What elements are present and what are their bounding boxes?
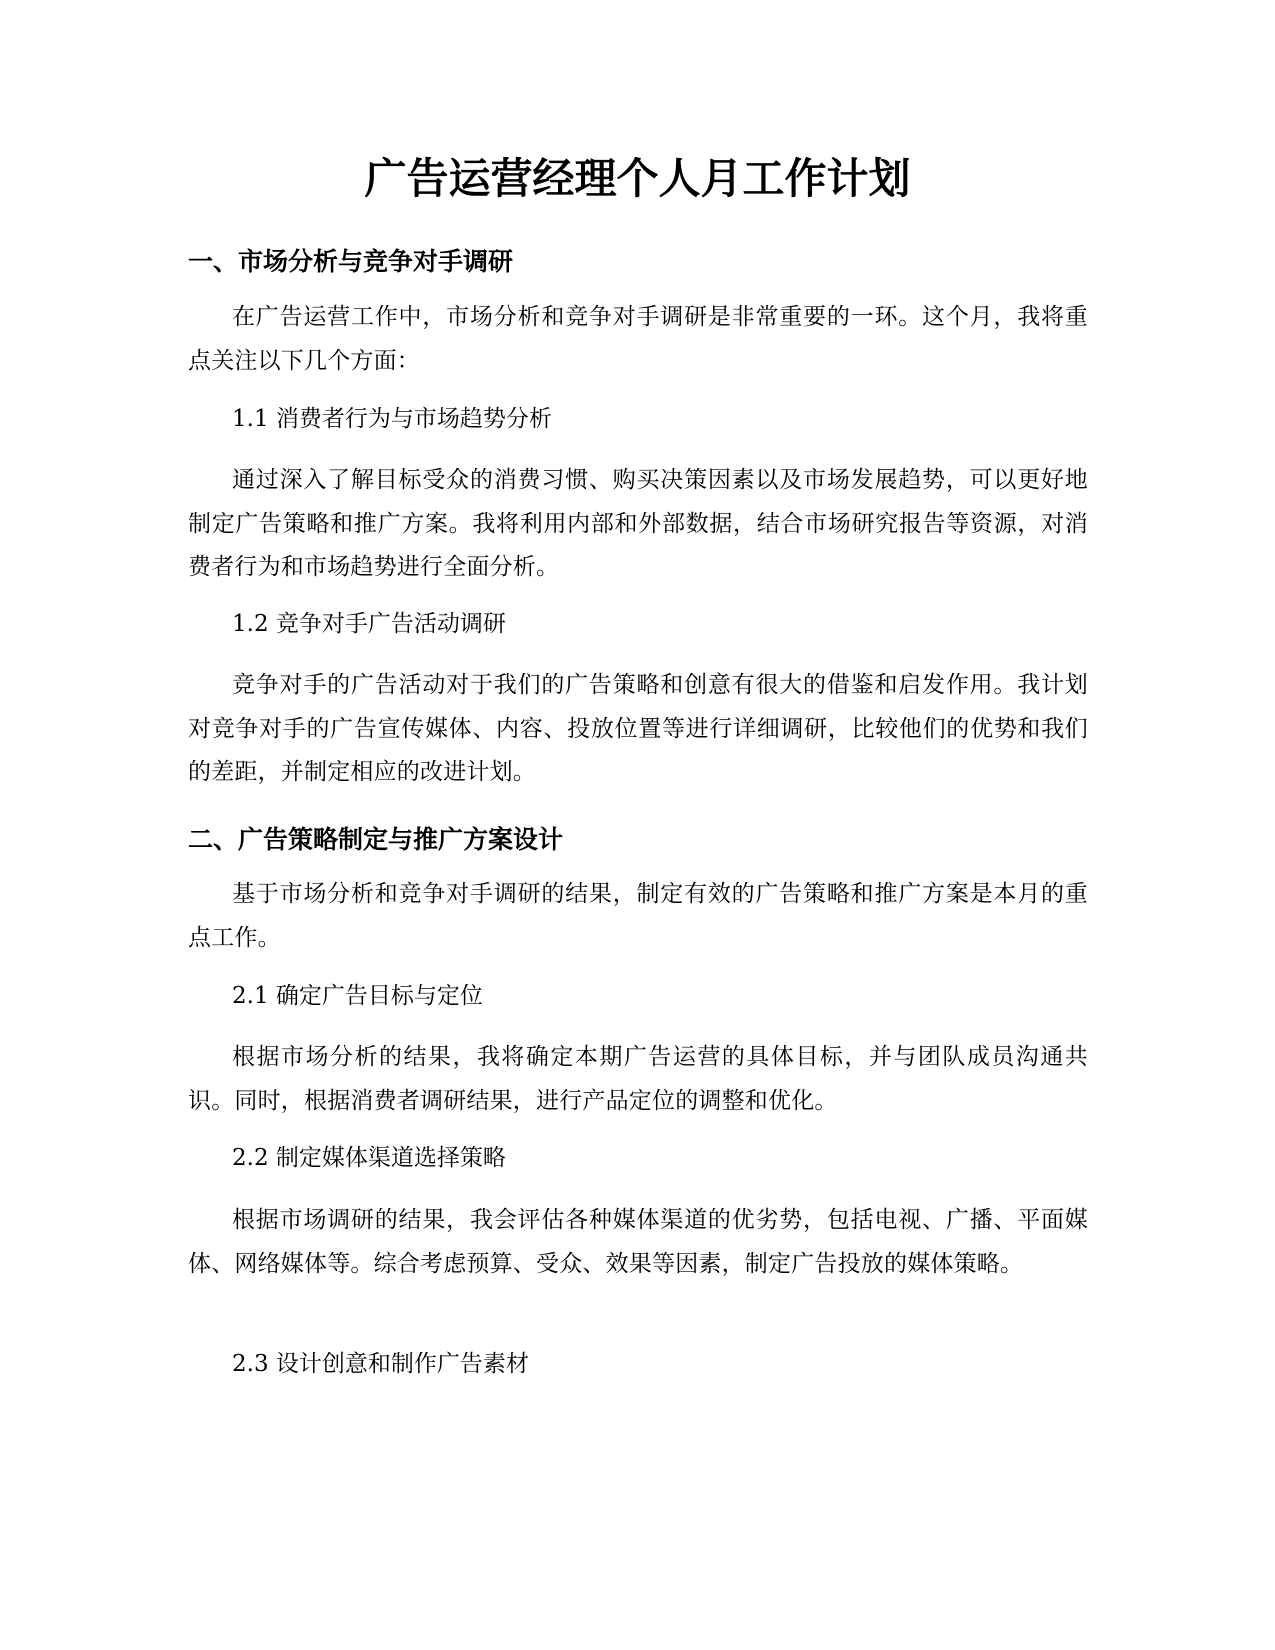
subsection-2-1-body: 根据市场分析的结果，我将确定本期广告运营的具体目标，并与团队成员沟通共识。同时，根据消费者调研结果，进行产品定位的调整和优化。: [188, 1044, 1088, 1114]
subsection-1-2-body: 竞争对手的广告活动对于我们的广告策略和创意有很大的借鉴和启发作用。我计划对竞争对手的广告宣传媒体、内容、投放位置等进行详细调研，比较他们的优势和我们的差距，并制定相应的改进计划。: [188, 672, 1088, 786]
subsection-2-3-title: 2.3 设计创意和制作广告素材: [232, 1351, 529, 1377]
document-title: 广告运营经理个人月工作计划: [364, 154, 911, 203]
section-heading-1: 一、市场分析与竞争对手调研: [188, 247, 514, 276]
subsection-2-1-title: 2.1 确定广告目标与定位: [232, 983, 483, 1009]
section-2-intro: 基于市场分析和竞争对手调研的结果，制定有效的广告策略和推广方案是本月的重点工作。: [188, 881, 1088, 951]
subsection-1-1-body: 通过深入了解目标受众的消费习惯、购买决策因素以及市场发展趋势，可以更好地制定广告策略和推广方案。我将利用内部和外部数据，结合市场研究报告等资源，对消费者行为和市场趋势进行全面分析。: [188, 467, 1088, 581]
subsection-1-1-title: 1.1 消费者行为与市场趋势分析: [232, 406, 552, 432]
subsection-1-2-title: 1.2 竞争对手广告活动调研: [232, 611, 506, 637]
section-1-intro: 在广告运营工作中，市场分析和竞争对手调研是非常重要的一环。这个月，我将重点关注以下几个方面：: [188, 304, 1088, 374]
section-heading-2: 二、广告策略制定与推广方案设计: [188, 825, 564, 854]
subsection-2-2-body: 根据市场调研的结果，我会评估各种媒体渠道的优劣势，包括电视、广播、平面媒体、网络媒体等。综合考虑预算、受众、效果等因素，制定广告投放的媒体策略。: [188, 1207, 1088, 1277]
subsection-2-2-title: 2.2 制定媒体渠道选择策略: [232, 1145, 506, 1171]
